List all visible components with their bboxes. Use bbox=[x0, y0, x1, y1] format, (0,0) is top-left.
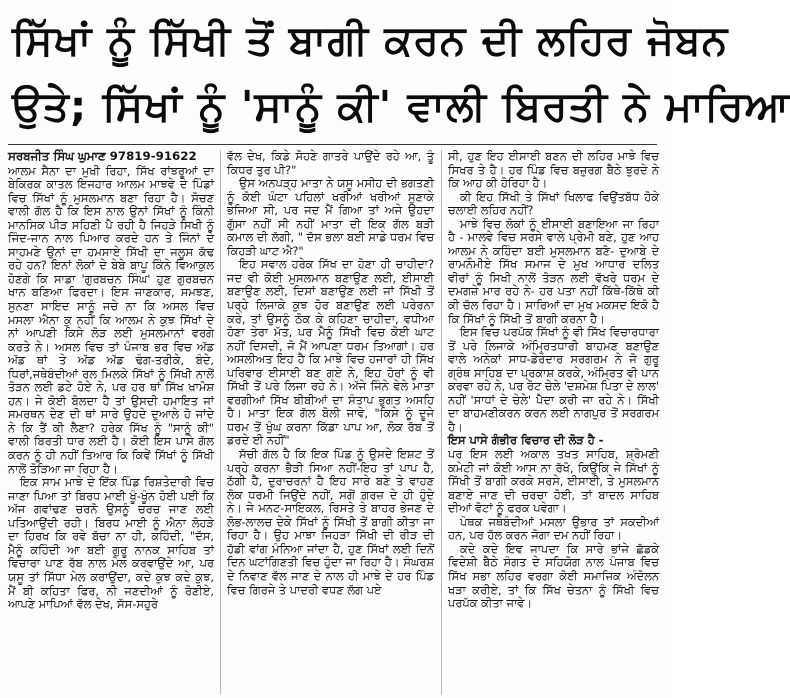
article-column-1 bbox=[8, 150, 214, 694]
paragraph: ਉਸ ਅਨਪੜ੍ਹ ਮਾਤਾ ਨੇ ਯਸੂ ਮਸੀਹ ਦੀ ਭਗਤਣੀ ਨੂੰ ਕੋਈ ਘੰਟਾ ਪਹਿਲਾਂ ਖਰੀਆਂ ਖਰੀਆਂ ਸੁਣਾਕੇ ਭੇਜਿਆ ਸੀ, ਪਰ ਜਦ ਮੈਂ ਗਿਆ ਤਾਂ ਅਜੇ ਉਹਦਾ ਗੁੱਸਾ ਨਹੀਂ ਸੀ ਨਹੀਂ ਮਾਤਾ ਦੀ ਇਕ ਗੱਲ ਬੜੀ ਕਮਾਲ ਦੀ ਲੱਗੀ, " ਦੱਸ ਭਲਾ ਬਈ ਸਾਡੇ ਧਰਮ ਵਿਚ ਕਿਹੜੀ ਘਾਟ ਐ?" bbox=[227, 176, 434, 258]
headline-line-1: ਸਿੱਖਾਂ ਨੂੰ ਸਿੱਖੀ ਤੋਂ ਬਾਗੀ ਕਰਨ ਦੀ ਲਹਿਰ ਜੋਬਨ bbox=[12, 16, 729, 64]
article-body bbox=[8, 150, 659, 694]
paragraph: ਸੱਚੀ ਗੱਲ ਹੈ ਕਿ ਇਕ ਪਿੰਡ ਨੂੰ ਉਸਦੇ ਇਸ਼ਟ ਤੋਂ ਪਰ੍ਹੇ ਕਰਨਾ ਭੈੜੀ ਸਿਆ ਨਹੀਂ-ਇਹ ਤਾਂ ਪਾਪ ਹੈ, ਠੱਗੀ ਹੈ, ਦੁਰਾਚਰਨਾਂ ਹੈ ਇਹ ਸਾਰੇ ਬਣੇ ਤੇ ਵਾਹਣ ਲੋਕ ਧਰਮੀ ਜਿਉਂਦੇ ਨਹੀਂ, ਸਗੋਂ ਗ਼ਰਜ਼ ਦੇ ਹੀ ਹੁੰਦੇ ਨੇ। ਜੇ ਮਨਟ-ਸਾਇਕਲ, ਰਿਸਤੇ ਤੇ ਬਾਹਰ ਭੇਜਣ ਦੇ ਲੋਭ-ਲਾਲਚ ਦੇਕੇ ਸਿੱਖਾਂ ਨੂੰ ਸਿੱਖੀ ਤੋਂ ਬਾਗੀ ਕੀਤਾ ਜਾ ਰਿਹਾ ਹੈ। ਉਹ ਮਾਝਾ ਜਿਹੜਾ ਸਿੱਖੀ ਦੀ ਰੀੜ ਦੀ ਹੱਡੀ ਵਾਂਗ ਮੰਨਿਆ ਜਾਂਦਾ ਹੈ, ਹੁਣ ਸਿੱਖਾਂ ਲਈ ਦਿਨੋਂ ਦਿਨ ਘਟਾਂਗਿਣਤੀ ਵਿਚ ਹੁੰਦਾ ਜਾ ਰਿਹਾ ਹੈ। ਸੰਘਰਸ਼ ਦੇ ਨਿਵਾਣ ਵੱਲ ਜਾਣ ਦੇ ਨਾਲ ਹੀ ਮਾਝੇ ਦੇ ਹਰ ਪਿੰਡ ਵਿਚ ਗਿਰਜੇ ਤੇ ਪਾਦਰੀ ਵਧਣ ਲੱਗ ਪਏ bbox=[227, 447, 434, 597]
section-subhead: ਇਸ ਪਾਸੇ ਗੰਭੀਰ ਵਿਚਾਰ ਦੀ ਲੋੜ ਹੈ - bbox=[448, 433, 604, 448]
paragraph: ਪਰ ਇਸ ਲਈ ਅਕਾਲ ਤਖਤ ਸਾਹਿਬ, ਸ਼੍ਰੋਮਣੀ ਕਮੇਟੀ ਜਾਂ ਕੋਈ ਆਸ ਨਾ ਰੱਖੋ, ਕਿਉਂਕਿ ਜੇ ਸਿੱਖਾਂ ਨੂੰ ਸਿੱਖੀ ਤੋਂ ਬਾਗੀ ਕਰਕੇ ਸਰਸੇ, ਈਸਾਈ, ਤੇ ਮੁਸਲਮਾਨ ਬਣਾਏ ਜਾਣ ਦੀ ਚਰਚਾ ਹੋਈ, ਤਾਂ ਬਾਦਲ ਸਾਹਿਬ ਦੀਆਂ ਵੋਟਾਂ ਨੂੰ ਫਰਕ ਪਵੇਗਾ। bbox=[448, 447, 659, 516]
paragraph: ਕਦੇ ਕਦੇ ਇਵ ਜਾਪਦਾ ਕਿ ਸਾਰੇ ਭਾਂਜੇ ਛੱਡਕੇ ਵਿਦੇਸ਼ੀ ਬੈਠੇ ਸੰਗਤ ਦੇ ਸਹਿਯੋਗ ਨਾਲ ਪੰਜਾਬ ਵਿਚ ਸਿੱਖ ਸਭਾ ਲਹਿਰ ਵਰਗਾ ਕੋਈ ਸਮਾਜਿਕ ਅੰਦੋਲਨ ਖੜਾ ਕਰੀਏ, ਤਾਂ ਕਿ ਸਿੱਖ ਚੇਤਨਾ ਨੂੰ ਸਿੱਖੀ ਵਿਚ ਪਰਪੱਕ ਕੀਤਾ ਜਾਵੇ। bbox=[448, 541, 659, 611]
paragraph: ਮਾਝੇ ਵਿਚ ਲੋਕਾਂ ਨੂੰ ਈਸਾਈ ਬਣਾਇਆ ਜਾ ਰਿਹਾ ਹੈ - ਮਾਲਵੇ ਵਿਚ ਸਰਸੇ ਵਾਲੇ ਪ੍ਰੇਮੀ ਬਣੇ, ਹੁਣ ਆਹ ਆਲਮ ਨੇ ਕਹਿੰਦਾ ਬਈ ਮੁਸਲਮਾਨ ਬਣੋ- ਦੁਆਬੇ ਦੇ ਰਾਮਨੌਮੀਏ ਸਿੱਖ ਸਮਾਜ ਦੇ ਮੁਖ ਆਧਾਰ ਦਲਿਤ ਵੀਰਾਂ ਨੂੰ ਸਿਖੀ ਨਾਲੋਂ ਤੋੜਨ ਲਈ ਵੱਖਰੇ ਧਰਮ ਦੇ ਦਮਗਜ਼ੇ ਮਾਰ ਰਹੇ ਨੇ- ਹਰ ਪਤਾ ਨਹੀਂ ਕਿੱਥੇ-ਕਿੱਥੇ ਕੀ ਕੀ ਚੱਲ ਰਿਹਾ ਹੈ। ਸਾਰਿਆਂ ਦਾ ਮੁਖ ਮਕਸਦ ਇਕੋ ਹੈ ਕਿ ਸਿੱਖਾਂ ਨੂੰ ਸਿੱਖੀ ਤੋਂ ਬਾਗੀ ਕਰਨਾ ਹੈ। bbox=[448, 216, 659, 326]
article-column-3 bbox=[448, 150, 659, 694]
paragraph: ਆਲਮ ਸੈਨਾ ਦਾ ਮੁਖੀ ਰਿਹਾ, ਸਿੱਖ ਰਾਂਝਰੂਆਂ ਦਾ ਬੇਕਿਰਕ ਕਾਤਲ ਇਜਹਾਰ ਆਲਮ ਮਾਝਵੇ ਦੇ ਪਿੰਡਾਂ ਵਿਚ ਸਿੱਖਾਂ ਨੂੰ ਮੁਸਲਮਾਨ ਬਣਾ ਰਿਹਾ ਹੈ। ਸੋਚਣ ਵਾਲੀ ਗੱਲ ਹੈ ਕਿ ਇਸ ਨਾਲ ਉਨਾਂ ਸਿੱਖਾਂ ਨੂੰ ਕਿੰਨੀ ਮਾਨਸਿਕ ਪੀੜ ਸਹਿਣੀ ਪੈ ਰਹੀ ਹੈ ਜਿਹੜੇ ਸਿਖੀ ਨੂੰ ਜਿੰਦ-ਜਾਨ ਨਾਲ ਪਿਆਰ ਕਰਦੇ ਹਨ ਤੇ ਜਿੰਨਾਂ ਦੇ ਸਾਹਮਣੇ ਉਨਾਂ ਦਾ ਹਮਸਾਏ ਸਿੱਖੀ ਦਾ ਜਲੂਸ ਕੱਢ ਰਹੇ ਹਨ? ਇਨਾਂ ਲੋਕਾਂ ਦੇ ਬੇਬੇ ਬਾਪੂ ਕਿੰਨੇ ਵਿਆਕੁਲ ਹੋਣਗੇ ਕਿ ਸਾਡਾ 'ਗੁਰਬਚਨ ਸਿੰਘ' ਹੁਣ ਗੁਰਬਚਨ ਖਾਨ ਬਣਿਆ ਫਿਰਦਾ। ਇਸ ਜਾਣਕਾਰ, ਸਮਝਣ, ਸੁਨਣਾ ਸਾਇਦ ਸਾਨੂੰ ਜਚੇ ਨਾ ਕਿ ਅਸਲ ਵਿਚ ਮਸਲਾ ਐਨਾ ਕੁ ਨਹੀਂ ਕਿ ਆਲਮ ਨੇ ਕੁਝ ਸਿੱਖਾਂ ਦੇ ਨਾਂ ਆਪਣੀ ਕਿਸੇ ਲੋੜ ਲਈ ਮੁਸਲਮਾਨਾਂ ਵਰਗੇ ਕਰਤੇ ਨੇ। ਅਸਲ ਵਿਚ ਤਾਂ ਪੰਜਾਬ ਭਰ ਵਿਚ ਅੱਡ ਅੱਡ ਥਾਂ ਤੇ ਅੱਡ ਅੱਡ ਢੰਗ-ਤਰੀਕੇ, ਬੰਦੇ, ਧਿਰਾਂ,ਜਥੇਬੰਦੀਆਂ ਰਲ ਮਿਲਕੇ ਸਿੱਖਾਂ ਨੂੰ ਸਿੱਖੀ ਨਾਲੋਂ ਤੋੜਨ ਲਈ ਡਟੇ ਹੋਏ ਨੇ, ਪਰ ਹਰ ਥਾਂ ਸਿੱਖ ਖਾਮੋਸ਼ ਹਨ। ਜੇ ਕੋਈ ਬੋਲਦਾ ਹੈ ਤਾਂ ਉਸਦੀ ਹਮਾਇਤ ਜਾਂ ਸਮਰਥਨ ਦੇਣ ਦੀ ਥਾਂ ਸਾਰੇ ਉਹਦੇ ਦੁਆਲੇ ਹੋ ਜਾਂਦੇ ਨੇ ਕਿ ਤੈਂ ਕੀ ਲੈਣਾ? ਹਰੇਕ ਸਿੱਖ ਨੂੰ "ਸਾਨੂੰ ਕੀ" ਵਾਲੀ ਬਿਰਤੀ ਧਾਰ ਲਈ ਹੈ। ਕੋਈ ਇਸ ਪਾਸੇ ਗੱਲ ਕਰਨ ਨੂੰ ਹੀ ਨਹੀਂ ਤਿਆਰ ਕਿ ਕਿਵੇਂ ਸਿੱਖਾਂ ਨੂੰ ਸਿੱਖੀ ਨਾਲੋਂ ਤੋੜਿਆ ਜਾ ਰਿਹਾ ਹੈ। bbox=[8, 163, 214, 476]
article-column-2 bbox=[227, 150, 434, 694]
paragraph: ਵੱਲ ਦੇਖ, ਕਿਡੇ ਸੋਹਣੇ ਗਾਤਰੇ ਪਾਉਂਦੇ ਰਹੇ ਆ, ਤੂੰ ਕਿਧਰ ਤੁਰ ਪੀ?" bbox=[227, 149, 434, 177]
paragraph: ਪੰਥਕ ਜਥੇਬੰਦੀਆਂ ਮਸਲਾ ਉਭਾਰ ਤਾਂ ਸਕਦੀਆਂ ਹਨ, ਪਰ ਹੱਲ ਕਰਨ ਜੋਗਾ ਦਮ ਨਹੀਂ ਰਿਹਾ। bbox=[448, 514, 659, 543]
paragraph: ਇਕ ਸਾਮ ਮਾਝੇ ਦੇ ਇੱਕ ਪਿੰਡ ਰਿਸ਼ਤੇਦਾਰੀ ਵਿਚ ਜਾਣਾ ਪਿਆ ਤਾਂ ਬਿਰਧ ਮਾਈ ਖੂੰ-ਖੂੰਨ ਹੋਈ ਪਈ ਕਿ ਅੱਜ ਗਵਾਂਢਣ ਚਰਨੋ ਉਸਨੂੰ ਚਰਚ ਜਾਣ ਲਈ ਪਤਿਆਉਂਦੀ ਰਹੀ। ਬਿਰਧ ਮਾਈ ਨੂੰ ਐਨਾ ਲੋਹੜੇ ਦਾ ਹਿਰਖ ਕਿ ਰਵੇ ਬੱਚਾ ਨਾ ਹੀ, ਕਹਿੰਦੀ, "ਦੱਸ, ਮੈਨੂੰ ਕਹਿੰਦੀ ਆ ਬਈ ਗੁਰੂ ਨਾਨਕ ਸਾਹਿਬ ਤਾਂ ਵਿਚਾਰਾ ਪਾਣ ਰੱਬ ਨਾਲ ਮੇਲ ਕਰਵਾਉਂਦੇ ਆ, ਪਰ ਯਸੂ ਤਾਂ ਸਿੱਧਾ ਮੇਲ ਕਰਾਉਂਦਾ, ਕਦੇ ਕੁਝ ਕਦੇ ਕੁਝ, ਮੈਂ ਬੀ ਕਹਿਤਾ ਫਿਰ, ਨੀ ਜਣਦੀਆਂ ਨੂੰ ਰੋਣੀਏ, ਆਪਣੇ ਮਾਪਿਆਂ ਵੱਲ ਦੇਖ, ਸੱਸ-ਸਹੁਰੇ bbox=[8, 475, 214, 612]
paragraph: ਸੀ, ਹੁਣ ਇਹ ਈਸਾਈ ਬਣਨ ਦੀ ਲਹਿਰ ਮਾਝੇ ਵਿਚ ਸਿਖਰ ਤੇ ਹੈ। ਹਰ ਪਿੰਡ ਵਿਚ ਬਜ਼ੁਰਗ ਬੈਠੇ ਝੁਰਦੇ ਨੇ ਕਿ ਆਹ ਕੀ ਹੋਰਿਹਾ ਹੈ। bbox=[448, 149, 659, 191]
paragraph: ਕੀ ਇਹ ਸਿੱਖੀ ਤੇ ਸਿੱਖਾਂ ਖਿਲਾਫ ਵਿਉਂਤਬੱਧ ਹੋਕੇ ਚਲਾਈ ਲਹਿਰ ਨਹੀਂ? bbox=[448, 189, 659, 218]
headline-divider bbox=[8, 144, 657, 145]
headline-line-2: ਉਤੇ; ਸਿੱਖਾਂ ਨੂੰ 'ਸਾਨੂੰ ਕੀ' ਵਾਲੀ ਬਿਰਤੀ ਨੇ ਮਾਰਿਆ bbox=[12, 82, 790, 130]
paragraph: ਇਸ ਵਿਚ ਪਰਪੱਕ ਸਿੱਖਾਂ ਨੂੰ ਵੀ ਸਿੱਖ ਵਿਚਾਰਧਾਰਾ ਤੋਂ ਪਰੇ ਲਿਜਾਕੇ ਅੰਮ੍ਰਿਤਧਾਰੀ ਬਾਹਮਣ ਬਣਾਉਣ ਵਾਲੇ ਅਨੇਕਾਂ ਸਾਧ-ਡੇਰੇਦਾਰ ਸਰਗਰਮ ਨੇ ਜੋ ਗੁਰੂ ਗ੍ਰੰਥ ਸਾਹਿਬ ਦਾ ਪ੍ਰਕਾਸ਼ ਕਰਕੇ, ਅੰਮ੍ਰਿਤ ਵੀ ਪਾਨ ਕਰਵਾ ਰਹੇ ਨੇ, ਪਰ ਰੋਟ ਚੇਲੇ 'ਦਸ਼ਮੇਸ਼ ਪਿਤਾ ਦੇ ਲਾਲ' ਨਹੀਂ 'ਸਾਧਾਂ ਦੇ ਚੇਲੇ' ਪੈਦਾ ਕਰੀ ਜਾ ਰਹੇ ਨੇ। ਸਿੱਖੀ ਦਾ ਬਾਹਮਣੀਕਰਨ ਕਰਨ ਲਈ ਨਾਗਪੁਰ ਤੋਂ ਸਰਗਰਮ ਹੈ। bbox=[448, 325, 659, 434]
paragraph: ਇਹ ਸਵਾਲ ਹਰੇਕ ਸਿੱਖ ਦਾ ਹੋਣਾ ਹੀ ਚਾਹੀਦਾ? ਜਦ ਵੀ ਕੋਈ ਮੁਸਲਮਾਨ ਬਣਾਉਣ ਲਈ, ਈਸਾਈ ਬਣਾਉਣ ਲਈ, ਦਿਸਾਂ ਬਣਾਉਣ ਲਈ ਜਾਂ ਸਿੱਖੀ ਤੋਂ ਪਰ੍ਹੇ ਲਿਜਾਕੇ ਕੁਝ ਹੋਰ ਬਣਾਉਣ ਲਈ ਪਰੇਰਨਾ ਕਰੇ, ਤਾਂ ਉਸਨੂੰ ਠੋਕ ਕੇ ਕਹਿਣਾ ਚਾਹੀਦਾ, ਵਧੀਆ ਹੋਣਾ ਤੇਰਾ ਮੱਤ, ਪਰ ਮੈਨੂੰ ਸਿੱਖੀ ਵਿਚ ਕੋਈ ਘਾਟ ਨਹੀਂ ਦਿਸਦੀ, ਜੋ ਮੈਂ ਆਪਣਾ ਧਰਮ ਤਿਆਗਾਂ। ਹਰ ਅਸਲੀਅਤ ਇਹ ਹੈ ਕਿ ਮਾਝੇ ਵਿਚ ਹਜਾਰਾਂ ਹੀ ਸਿੱਖ ਪਰਿਵਾਰ ਈਸਾਈ ਬਣ ਗਏ ਨੇ, ਇਹ ਹੋਰਾਂ ਨੂੰ ਵੀ ਸਿੱਖੀ ਤੋਂ ਪਰੇ ਲਿਜਾ ਰਹੇ ਨੇ। ਅੱਜੇ ਜਿੰਨੇ ਵੇਲੇ ਮਾਤਾ ਵਰਗੀਆਂ ਸਿੱਖ ਬੀਬੀਆਂ ਦਾ ਸੰਤਾਪ ਭੁਗਤ ਅਸਹਿ ਹੈ। ਮਾਤਾ ਇਕ ਗੱਲ ਬੋਲੀ ਜਾਵੇ, "ਕਿਸੇ ਨੂੰ ਦੂਜੇ ਧਰਮ ਤੋਂ ਖੁੰਘ ਕਰਨਾ ਕਿੱਡਾ ਪਾਪ ਆ, ਲੋਕ ਰੱਬ ਤੋਂ ਡਰਦੇ ਈ ਨਹੀਂ" bbox=[227, 257, 434, 448]
byline: ਸਰਬਜੀਤ ਸਿੰਘ ਘੁਮਾਣ 97819-91622 bbox=[8, 149, 197, 163]
